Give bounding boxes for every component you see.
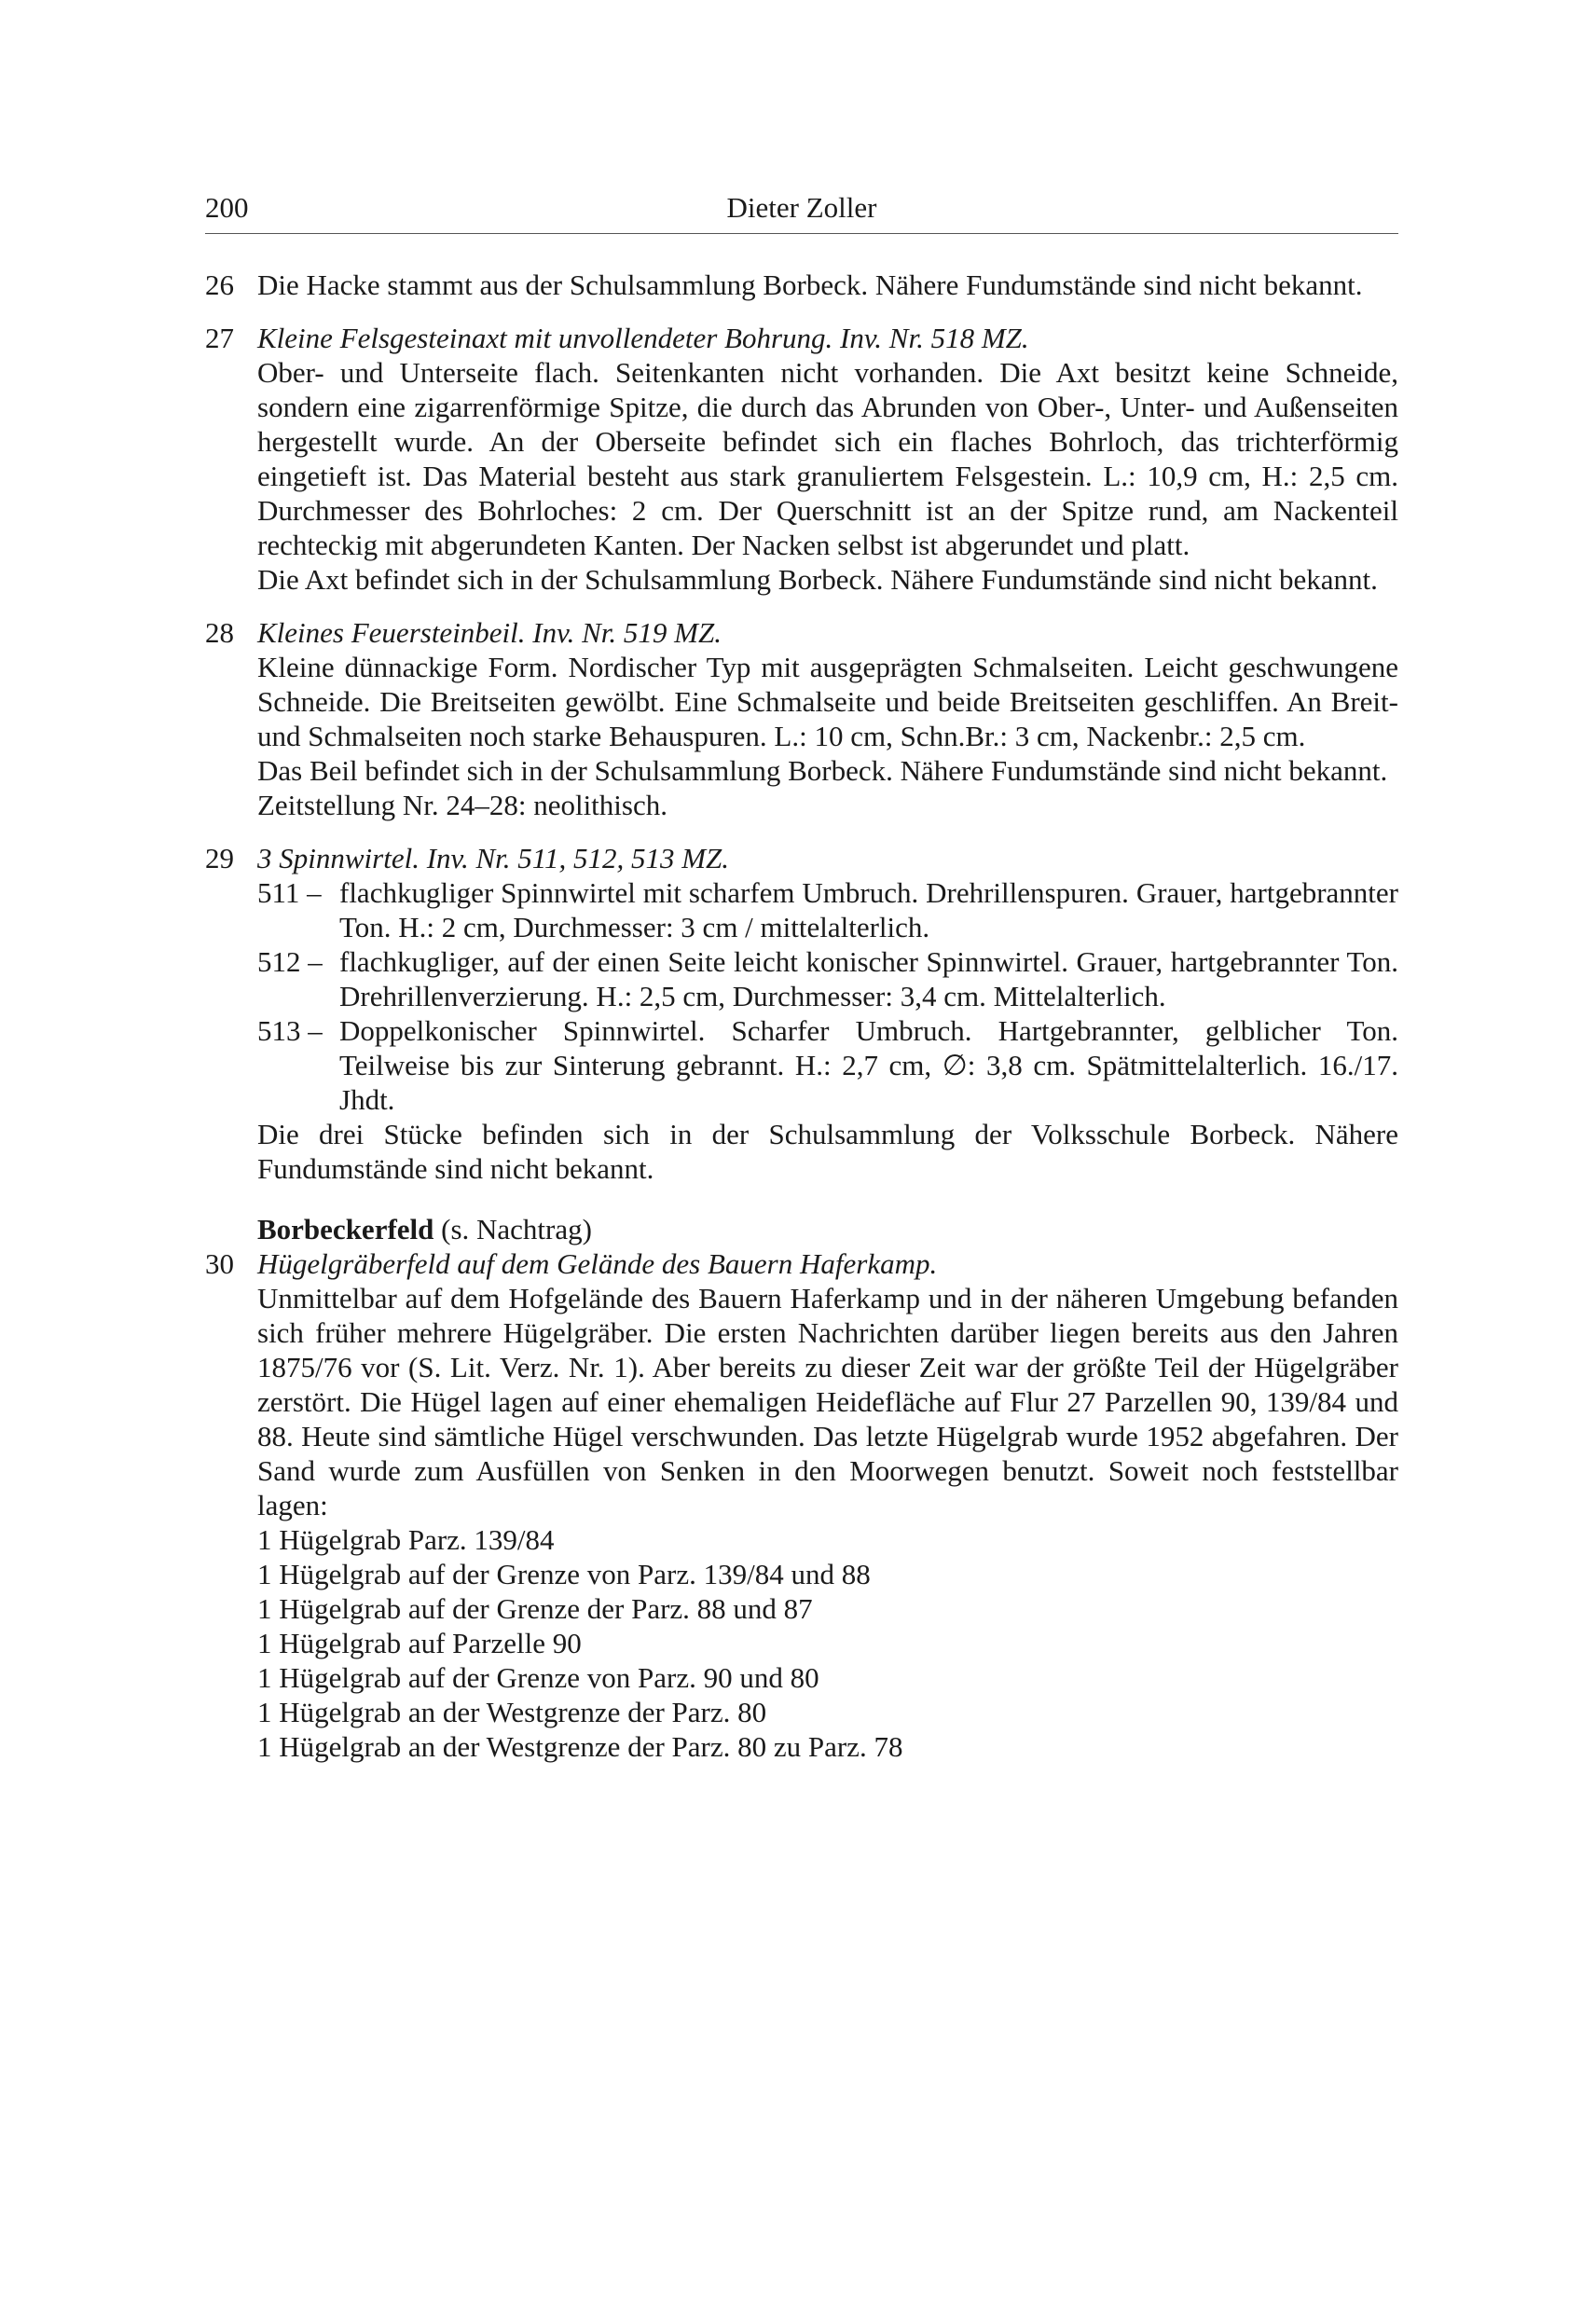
section-heading <box>205 1212 1398 1246</box>
list-item: 1 Hügelgrab Parz. 139/84 <box>257 1523 555 1556</box>
sub-item-number: 513 – <box>257 1014 323 1047</box>
entry-29 <box>205 841 1398 1186</box>
sub-item-513 <box>257 1013 1398 1117</box>
sub-item-text: flachkugliger Spinnwirtel mit scharfem Umbruch. Drehrillenspuren. Grauer, hartgebrannter Ton. H.: 2 cm, Durchmesser: 3 cm / mittelalterlich. <box>339 876 1398 943</box>
entry-location-note: Das Beil befindet sich in der Schulsammlung Borbeck. Nähere Fundumstände sind nicht bekannt. <box>257 754 1388 787</box>
entry-26 <box>205 268 1398 302</box>
entry-title: 3 Spinnwirtel. Inv. Nr. 511, 512, 513 MZ. <box>257 842 730 874</box>
section-heading-title: Borbeckerfeld <box>257 1213 434 1245</box>
list-item: 1 Hügelgrab an der Westgrenze der Parz. 80 <box>257 1696 767 1728</box>
entry-30 <box>205 1246 1398 1764</box>
section-heading-note: (s. Nachtrag) <box>441 1213 592 1245</box>
running-header <box>205 186 1398 234</box>
entry-dating-note: Zeitstellung Nr. 24–28: neolithisch. <box>257 789 667 821</box>
entry-number: 30 <box>205 1247 234 1280</box>
sub-item-512 <box>257 944 1398 1013</box>
list-item: 1 Hügelgrab auf der Grenze von Parz. 139/84 und 88 <box>257 1558 871 1590</box>
entry-location-note: Die Axt befindet sich in der Schulsammlung Borbeck. Nähere Fundumstände sind nicht bekannt. <box>257 563 1378 596</box>
list-item: 1 Hügelgrab an der Westgrenze der Parz. 80 zu Parz. 78 <box>257 1730 903 1763</box>
list-item: 1 Hügelgrab auf der Grenze der Parz. 88 und 87 <box>257 1592 813 1625</box>
entry-title: Hügelgräberfeld auf dem Gelände des Bauern Haferkamp. <box>257 1247 938 1280</box>
page-number: 200 <box>205 191 249 224</box>
entry-text: Die Hacke stammt aus der Schulsammlung Borbeck. Nähere Fundumstände sind nicht bekannt. <box>257 268 1363 301</box>
entry-location-note: Die drei Stücke befinden sich in der Schulsammlung der Volksschule Borbeck. Nähere Fundumstände sind nicht bekannt. <box>257 1118 1398 1185</box>
entry-28 <box>205 615 1398 822</box>
sub-item-511 <box>257 875 1398 944</box>
sub-item-text: flachkugliger, auf der einen Seite leicht konischer Spinnwirtel. Grauer, hartgebrannter Ton. Drehrillenverzierung. H.: 2,5 cm, Durchmesser: 3,4 cm. Mittelalterlich. <box>339 945 1398 1012</box>
list-item: 1 Hügelgrab auf Parzelle 90 <box>257 1627 582 1659</box>
sub-item-number: 511 – <box>257 876 322 909</box>
entry-description: Ober- und Unterseite flach. Seitenkanten nicht vorhanden. Die Axt besitzt keine Schneide, sondern eine zigarrenförmige Spitze, die durch das Abrunden von Ober-, Unter- und Außenseiten hergestellt wurde. An der Oberseite befindet sich ein flaches Bohrloch, das trichterförmig eingetieft ist. Das Material besteht aus stark granuliertem Felsgestein. L.: 10,9 cm, H.: 2,5 cm. Durchmesser des Bohrloches: 2 cm. Der Querschnitt ist an der Spitze rund, am Nackenteil rechteckig mit abgerundeten Kanten. Der Nacken selbst ist abgerundet und platt. <box>257 356 1398 561</box>
entry-number: 26 <box>205 268 234 301</box>
entry-number: 29 <box>205 842 234 874</box>
sub-item-text: Doppelkonischer Spinnwirtel. Scharfer Umbruch. Hartgebrannter, gelblicher Ton. Teilweise bis zur Sinterung gebrannt. H.: 2,7 cm, ∅: 3,8 cm. Spätmittelalterlich. 16./17. Jhdt. <box>339 1014 1398 1116</box>
document-page <box>205 186 1398 1782</box>
list-item: 1 Hügelgrab auf der Grenze von Parz. 90 und 80 <box>257 1661 819 1694</box>
entry-title: Kleine Felsgesteinaxt mit unvollendeter Bohrung. Inv. Nr. 518 MZ. <box>257 322 1029 354</box>
running-title-author: Dieter Zoller <box>726 191 877 224</box>
entry-title: Kleines Feuersteinbeil. Inv. Nr. 519 MZ. <box>257 616 722 649</box>
sub-item-number: 512 – <box>257 945 323 978</box>
entry-number: 28 <box>205 616 234 649</box>
entry-description: Unmittelbar auf dem Hofgelände des Bauern Haferkamp und in der näheren Umgebung befanden sich früher mehrere Hügelgräber. Die ersten Nachrichten darüber liegen bereits aus den Jahren 1875/76 vor (S. Lit. Verz. Nr. 1). Aber bereits zu dieser Zeit war der größte Teil der Hügelgräber zerstört. Die Hügel lagen auf einer ehemaligen Heidefläche auf Flur 27 Parzellen 90, 139/84 und 88. Heute sind sämtliche Hügel verschwunden. Das letzte Hügelgrab wurde 1952 abgefahren. Der Sand wurde zum Ausfüllen von Senken in den Moorwegen benutzt. Soweit noch feststellbar lagen: <box>257 1282 1398 1521</box>
entry-27 <box>205 321 1398 597</box>
entry-description: Kleine dünnackige Form. Nordischer Typ mit ausgeprägten Schmalseiten. Leicht geschwungene Schneide. Die Breitseiten gewölbt. Eine Schmalseite und beide Breitseiten geschliffen. An Breit- und Schmalseiten noch starke Behauspuren. L.: 10 cm, Schn.Br.: 3 cm, Nackenbr.: 2,5 cm. <box>257 651 1398 752</box>
entry-number: 27 <box>205 322 234 354</box>
